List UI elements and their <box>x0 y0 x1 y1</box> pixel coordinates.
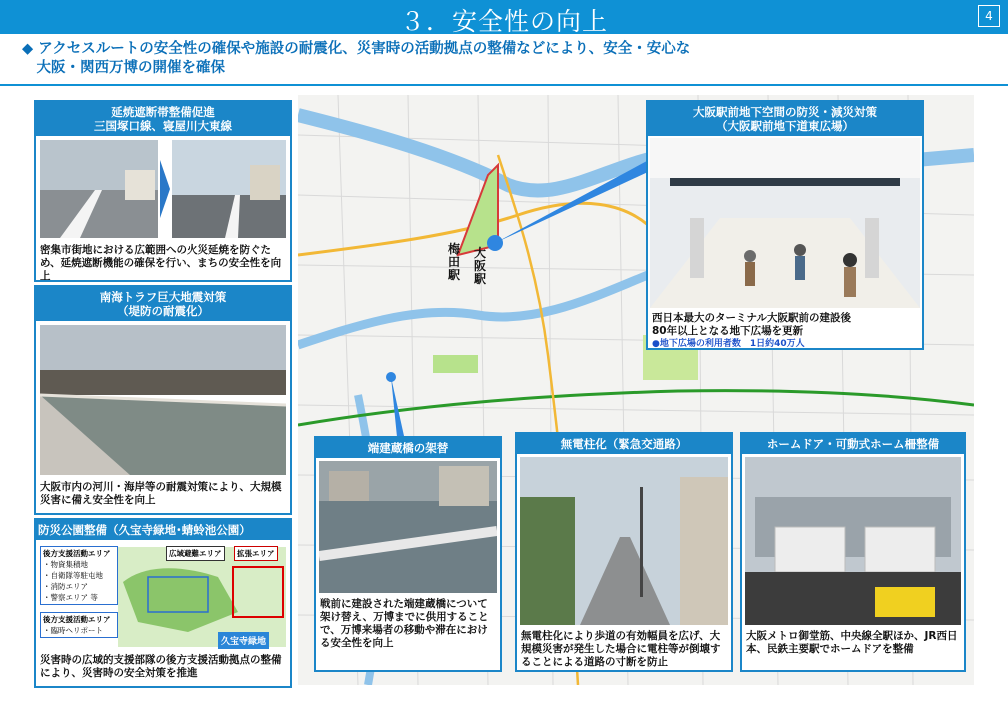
pole-street-photo <box>520 457 728 625</box>
bridge-photo <box>319 461 497 593</box>
panel-osaka-title-1: 大阪駅前地下空間の防災・減災対策 <box>693 105 877 119</box>
intro-line-1: ◆ アクセスルートの安全性の確保や施設の耐震化、災害時の活動拠点の整備などにより、安全・安心な <box>22 41 691 57</box>
panel-platform-doors <box>740 432 966 672</box>
panel-osaka-text <box>648 310 922 350</box>
intro-line-2: 大阪・関西万博の開催を確保 <box>22 60 225 76</box>
underground-plaza-graphic <box>650 138 920 308</box>
panel-bridge-heading: 端建蔵橋の架替 <box>316 438 500 458</box>
panel-bridge-text: 戦前に建設された端建蔵橋について架け替え、万博までに供用することで、万博来場者の移動や滞在における安全性を向上 <box>320 598 489 649</box>
panel-quake-heading <box>36 287 290 321</box>
panel-osaka-underground <box>646 100 924 350</box>
panel-pole-removal <box>515 432 733 672</box>
park-block-1 <box>433 355 478 373</box>
page-number: 4 <box>978 5 1000 27</box>
bridge-photo-graphic <box>319 461 497 593</box>
osaka-pointer <box>495 155 663 243</box>
park-tag-support-1-items: ・物資集積地 ・自衛隊等駐屯地 ・消防エリア ・警察エリア 等 <box>43 560 103 602</box>
intro-text <box>22 40 982 78</box>
park-tag-support-2-title: 後方支援活動エリア <box>43 615 111 624</box>
underground-plaza-photo <box>650 138 920 308</box>
panel-osaka-text-1: 西日本最大のターミナル大阪駅前の建設後 <box>652 312 851 324</box>
page-title: ３．安全性の向上 <box>399 7 608 36</box>
park-tag-extension: 拡張エリア <box>234 546 278 561</box>
park-tag-support-1-title: 後方支援活動エリア <box>43 549 111 558</box>
panel-quake-title-1: 南海トラフ巨大地震対策 <box>99 290 227 304</box>
panel-door-heading: ホームドア・可動式ホーム柵整備 <box>742 434 964 454</box>
panel-pole-heading: 無電柱化（緊急交通路） <box>517 434 731 454</box>
levee-photo-graphic <box>40 325 286 475</box>
panel-osaka-heading <box>648 102 922 136</box>
park-tag-kyuhoji: 久宝寺緑地 <box>218 632 269 649</box>
park-tag-support-2-items: ・臨時ヘリポート <box>43 626 103 635</box>
panel-osaka-title-2: （大阪駅前地下道東広場） <box>716 119 854 133</box>
panel-bridge <box>314 436 502 672</box>
header-bar <box>0 0 1008 34</box>
park-tag-support-2 <box>40 612 118 638</box>
panel-osaka-text-3: ●地下広場の利用者数 1日約40万人 <box>652 339 805 349</box>
fire-break-photos <box>40 140 286 238</box>
platform-door-graphic <box>745 457 961 625</box>
panel-quake-text: 大阪市内の河川・海岸等の耐震対策により、大規模災害に備え安全性を向上 <box>40 481 282 506</box>
pole-street-graphic <box>520 457 728 625</box>
panel-osaka-text-2: 80年以上となる地下広場を更新 <box>652 325 804 337</box>
panel-disaster-park <box>34 518 292 688</box>
fire-break-photo <box>40 140 286 238</box>
panel-fire-title-1: 延焼遮断帯整備促進 <box>111 105 215 119</box>
panel-earthquake <box>34 285 292 515</box>
osaka-station-label: 大阪駅 <box>474 246 487 286</box>
panel-quake-title-2: （堤防の耐震化） <box>117 304 209 318</box>
panel-pole-text: 無電柱化により歩道の有効幅員を広げ、大規模災害が発生した場合に電柱等が倒壊することによる道路の寸断を防止 <box>521 630 721 668</box>
panel-fire-title-2: 三国塚口線、寝屋川大東線 <box>94 119 232 133</box>
park-tag-support-1 <box>40 546 118 605</box>
panel-park-heading: 防災公園整備（久宝寺緑地･蜻蛉池公園） <box>36 520 290 540</box>
panel-fire-text: 密集市街地における広範囲への火災延焼を防ぐため、延焼遮断機能の確保を行い、まちの安全性を向上 <box>40 244 282 282</box>
park-tag-wide-evacuation: 広域避難エリア <box>166 546 225 561</box>
river-okawa <box>298 275 648 345</box>
panel-park-text: 災害時の広域的支援部隊の後方支援活動拠点の整備により、災害時の安全対策を推進 <box>40 654 282 679</box>
intro-divider <box>0 84 1008 86</box>
platform-door-photo <box>745 457 961 625</box>
panel-fire-heading <box>36 102 290 136</box>
panel-door-text: 大阪メトロ御堂筋、中央線全駅ほか、JR西日本、民鉄主要駅でホームドアを整備 <box>746 630 958 655</box>
panel-fire-break <box>34 100 292 282</box>
umeda-station-label: 梅田駅 <box>448 242 461 282</box>
park-diagram <box>38 542 288 650</box>
levee-photo <box>40 325 286 475</box>
